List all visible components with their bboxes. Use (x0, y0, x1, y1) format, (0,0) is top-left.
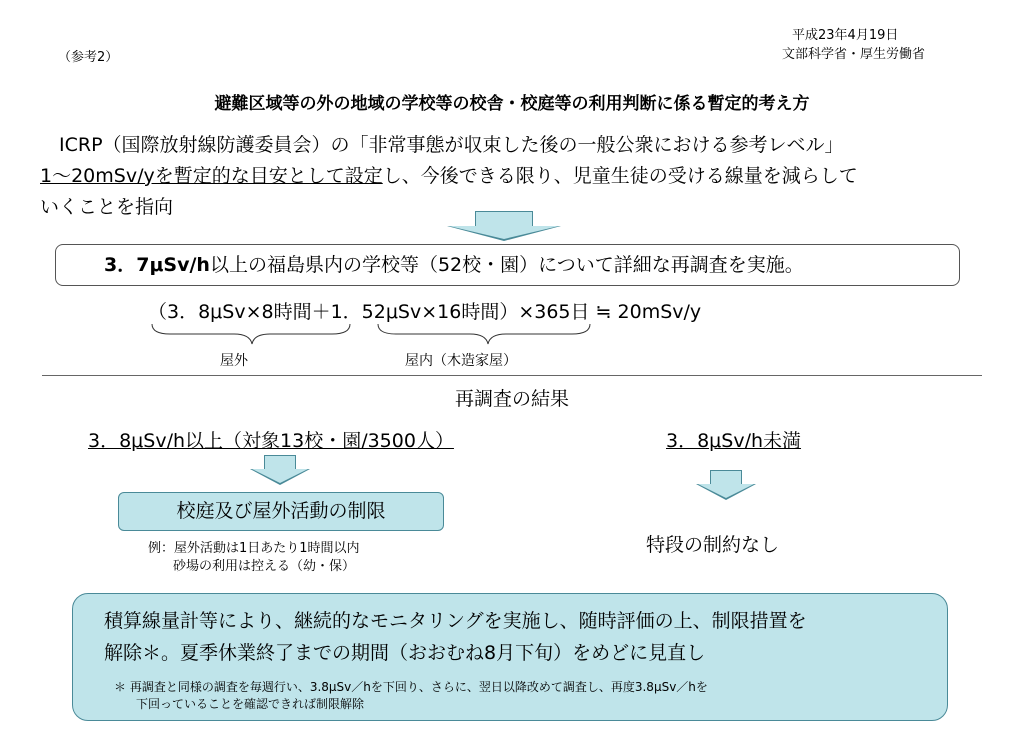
reference-label: （参考2） (58, 50, 119, 65)
footnote-line-1: ＊ 再調査と同様の調査を毎週行い、3.8μSv／hを下回り、さらに、翌日以降改めて調査し、再度3.8μSv／hを (114, 680, 708, 694)
formula-braces (140, 320, 600, 350)
survey-box (55, 244, 960, 286)
outdoor-label: 屋外 (220, 353, 248, 369)
dose-formula: （3．8μSv×8時間＋1．52μSv×16時間）×365日 ≒ 20mSv/y (148, 301, 702, 323)
survey-threshold: 3．7μSv/h (104, 254, 210, 276)
restriction-box: 校庭及び屋外活動の制限 (118, 492, 444, 531)
section-divider (42, 375, 982, 376)
results-heading: 再調査の結果 (454, 388, 569, 410)
restriction-examples (148, 540, 360, 576)
example-line-1: 例：屋外活動は1日あたり1時間以内 (148, 541, 360, 556)
down-arrow-icon (250, 455, 310, 485)
intro-paragraph (40, 130, 1000, 223)
document-title: 避難区域等の外の地域の学校等の校舎・校庭等の利用判断に係る暫定的考え方 (214, 94, 810, 114)
intro-line-2-rest: し、今後できる限り、児童生徒の受ける線量を減らして (382, 165, 858, 187)
down-arrow-icon (447, 211, 561, 241)
monitoring-line-1: 積算線量計等により、継続的なモニタリングを実施し、随時評価の上、制限措置を (104, 610, 807, 632)
down-arrow-icon (696, 470, 756, 500)
below-threshold-condition: 3．8μSv/h未満 (666, 430, 802, 452)
intro-line-2 (40, 161, 1000, 192)
issuing-ministries: 文部科学省・厚生労働省 (782, 47, 926, 62)
indoor-label: 屋内（木造家屋） (405, 353, 517, 369)
outdoor-brace (152, 324, 350, 344)
indoor-brace (378, 324, 590, 344)
document-date: 平成23年4月19日 (792, 28, 899, 43)
footnote-line-2: 下回っていることを確認できれば制限解除 (136, 697, 365, 711)
intro-line-3: いくことを指向 (40, 196, 174, 218)
intro-line-1: ICRP（国際放射線防護委員会）の「非常事態が収束した後の一般公衆における参考レベル」 (59, 134, 844, 156)
no-restriction-text: 特段の制約なし (646, 534, 780, 556)
intro-underlined-target: 1～20mSv/yを暫定的な目安として設定 (40, 165, 383, 187)
survey-text: 以上の福島県内の学校等（52校・園）について詳細な再調査を実施。 (209, 254, 804, 276)
above-threshold-condition: 3．8μSv/h以上（対象13校・園/3500人） (88, 430, 454, 452)
example-line-2: 砂場の利用は控える（幼・保） (173, 559, 356, 574)
monitoring-line-2: 解除＊。夏季休業終了までの期間（おおむね8月下旬）をめどに見直し (104, 642, 706, 664)
